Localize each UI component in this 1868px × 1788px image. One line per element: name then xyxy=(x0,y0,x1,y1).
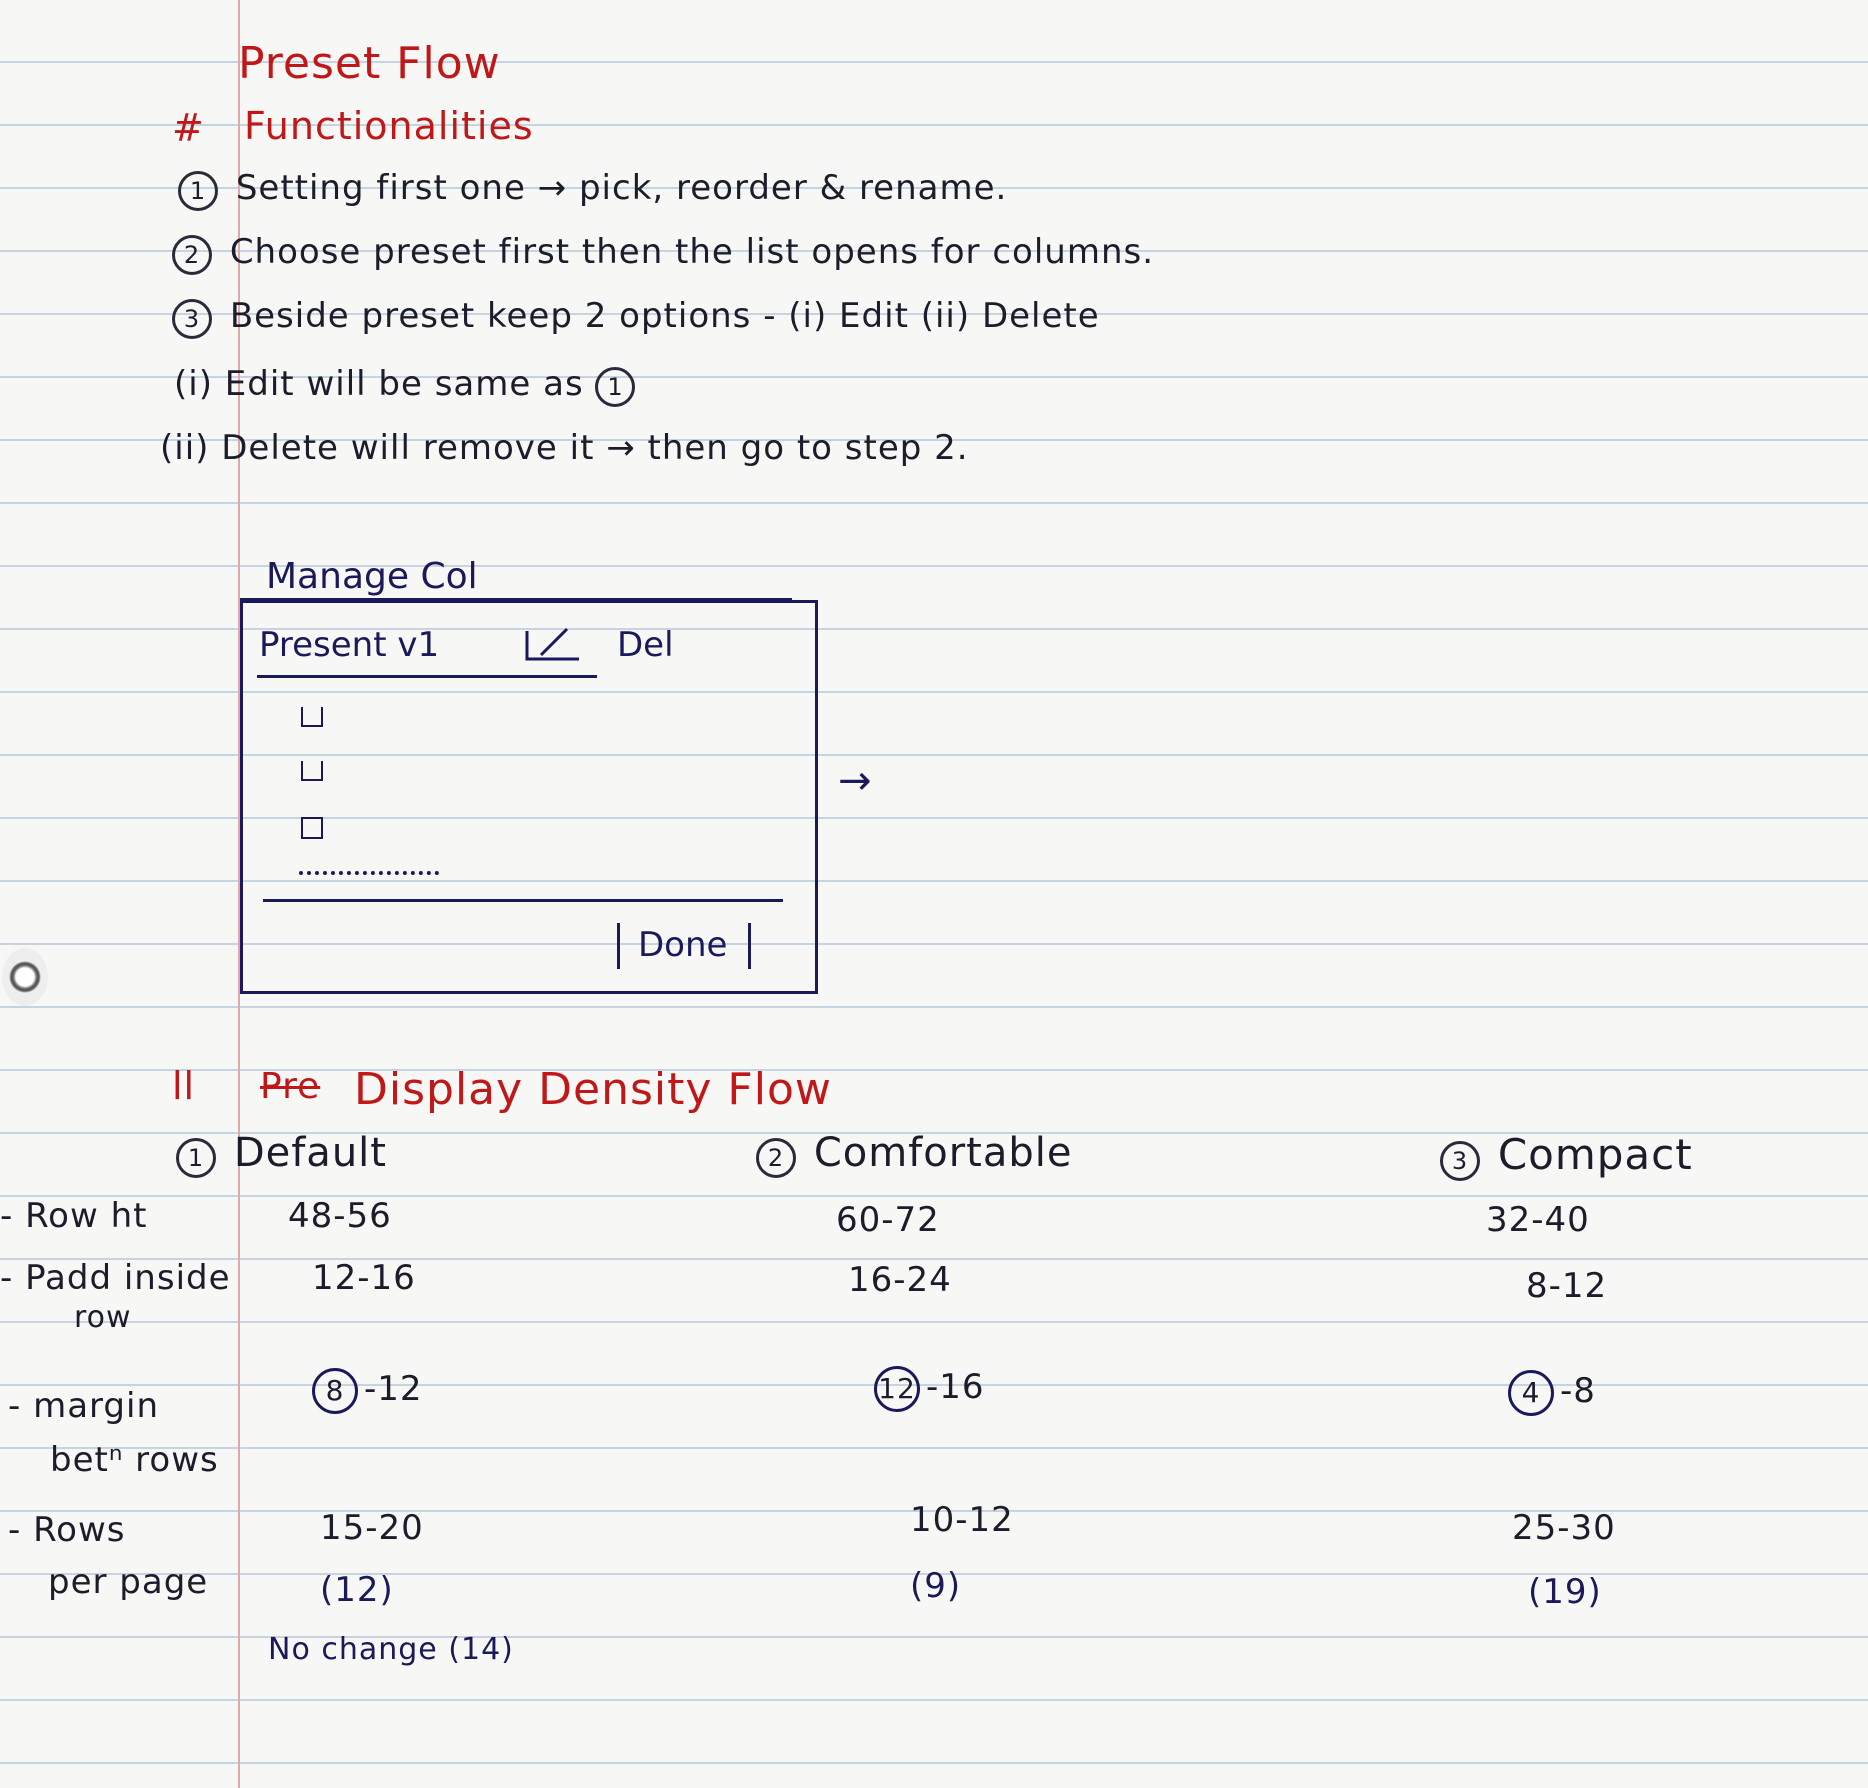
item-text: Beside preset keep 2 options - (i) Edit (ii) Delete xyxy=(229,296,1100,336)
comfortable-margin xyxy=(874,1366,985,1412)
sub-item xyxy=(174,364,641,407)
done-button[interactable] xyxy=(617,923,751,969)
preset-title: Preset Flow xyxy=(238,38,501,89)
list-item xyxy=(172,232,1154,275)
row-label-margin-cont: betⁿ rows xyxy=(50,1440,219,1480)
checkbox[interactable] xyxy=(301,761,323,781)
column-number: 1 xyxy=(176,1138,216,1178)
item-number: 1 xyxy=(178,171,218,211)
compact-margin xyxy=(1508,1370,1596,1416)
checkbox[interactable] xyxy=(301,817,323,839)
compact-rows: 25-30 xyxy=(1512,1508,1616,1548)
row-label-row-ht: - Row ht xyxy=(0,1196,148,1236)
default-margin xyxy=(312,1368,423,1414)
circled-value: 8 xyxy=(312,1368,358,1414)
functionalities-heading: Functionalities xyxy=(244,104,534,148)
sub-item-text: Edit will be same as xyxy=(224,364,584,404)
comfortable-rows-note: (9) xyxy=(910,1566,962,1606)
section-marker: ll xyxy=(172,1064,196,1108)
circled-value: 12 xyxy=(874,1366,920,1412)
column-name: Comfortable xyxy=(813,1130,1073,1176)
sub-item-marker: (ii) xyxy=(160,428,210,468)
row-label-rows: - Rows xyxy=(8,1510,126,1550)
crossed-out-word: Pre xyxy=(260,1066,321,1107)
item-number: 3 xyxy=(172,299,212,339)
value-rest: -8 xyxy=(1560,1371,1596,1411)
item-text: Setting first one → pick, reorder & rename. xyxy=(235,168,1008,208)
manage-col-label: Manage Col xyxy=(266,556,478,597)
preset-dropdown[interactable]: Present v1 xyxy=(259,625,440,665)
row-label-padding-cont: row xyxy=(74,1300,132,1335)
default-padding: 12-16 xyxy=(312,1258,416,1298)
row-label-rows-cont: per page xyxy=(48,1562,209,1602)
column-name: Compact xyxy=(1497,1130,1693,1179)
manage-columns-mockup xyxy=(240,600,818,994)
default-row-ht: 48-56 xyxy=(288,1196,392,1236)
column-name: Default xyxy=(233,1130,387,1176)
list-item xyxy=(178,168,1007,211)
density-title: Display Density Flow xyxy=(354,1064,832,1115)
ref-number: 1 xyxy=(595,367,635,407)
sub-item-marker: (i) xyxy=(174,364,213,404)
delete-button[interactable]: Del xyxy=(617,625,674,665)
column-header-default xyxy=(176,1130,387,1178)
column-header-comfortable xyxy=(756,1130,1073,1178)
done-label: Done xyxy=(638,925,728,965)
default-rows-note: (12) xyxy=(320,1570,394,1610)
circled-value: 4 xyxy=(1508,1370,1554,1416)
sub-item-text: Delete will remove it → then go to step 2. xyxy=(221,428,969,468)
more-rows-ellipsis xyxy=(299,871,439,875)
row-label-margin: - margin xyxy=(8,1386,159,1426)
checkbox[interactable] xyxy=(301,707,323,727)
default-rows: 15-20 xyxy=(320,1508,424,1548)
compact-row-ht: 32-40 xyxy=(1486,1200,1590,1240)
sub-item xyxy=(160,428,969,468)
item-text: Choose preset first then the list opens for columns. xyxy=(229,232,1155,272)
value-rest: -16 xyxy=(926,1367,985,1407)
comfortable-padding: 16-24 xyxy=(848,1260,952,1300)
dropdown-underline xyxy=(257,675,597,678)
edit-icon[interactable] xyxy=(523,627,583,663)
compact-padding: 8-12 xyxy=(1526,1266,1608,1306)
punch-hole xyxy=(2,948,48,1006)
value-rest: -12 xyxy=(364,1369,423,1409)
column-number: 2 xyxy=(756,1138,796,1178)
arrow-icon: → xyxy=(838,758,872,804)
footnote: No change (14) xyxy=(268,1632,514,1667)
compact-rows-note: (19) xyxy=(1528,1572,1602,1612)
footer-divider xyxy=(263,899,783,902)
row-label-padding: - Padd inside xyxy=(0,1258,231,1298)
comfortable-row-ht: 60-72 xyxy=(836,1200,940,1240)
heading-marker: # xyxy=(172,106,205,150)
item-number: 2 xyxy=(172,235,212,275)
list-item xyxy=(172,296,1100,339)
comfortable-rows: 10-12 xyxy=(910,1500,1014,1540)
column-number: 3 xyxy=(1440,1141,1480,1181)
column-header-compact xyxy=(1440,1130,1693,1181)
